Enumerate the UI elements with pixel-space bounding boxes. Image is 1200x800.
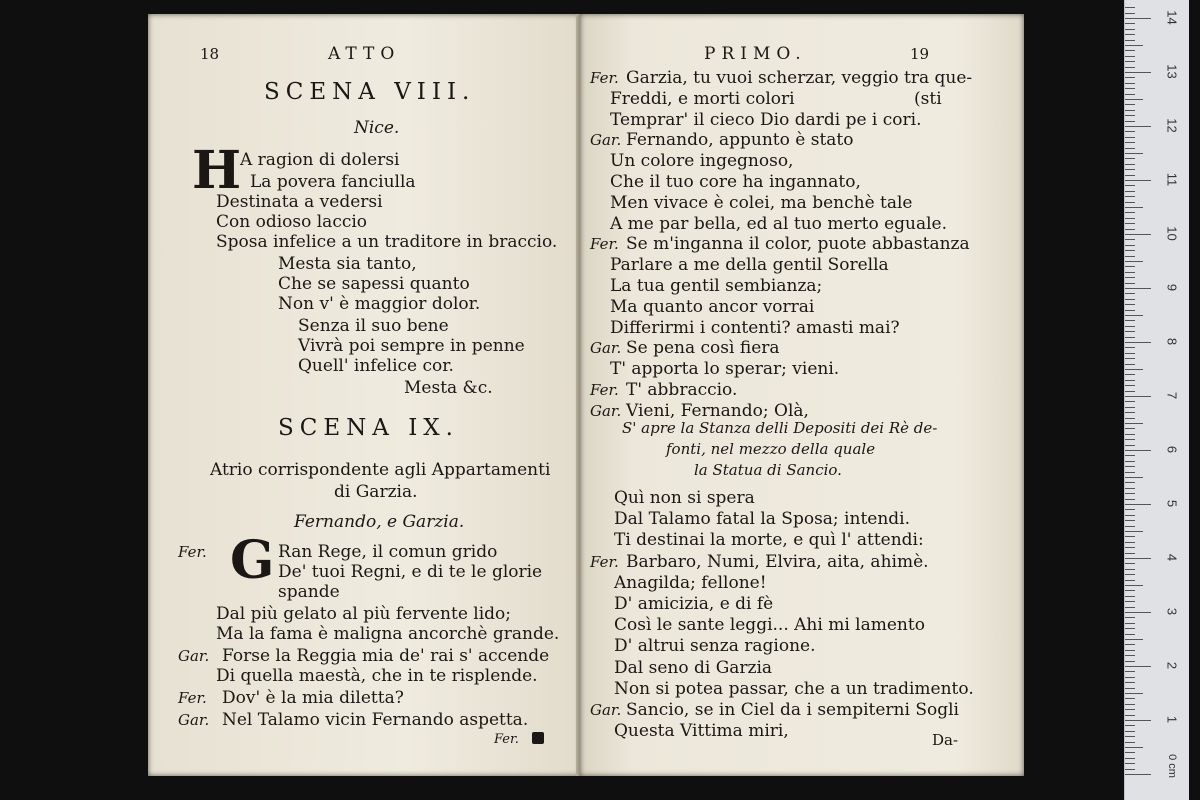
ruler-tick bbox=[1125, 607, 1135, 608]
verse-line: D' altrui senza ragione. bbox=[614, 636, 816, 657]
ruler-tick bbox=[1125, 310, 1135, 311]
ruler-tick bbox=[1125, 671, 1135, 672]
scene-ix-title: SCENA IX. bbox=[278, 415, 459, 441]
ruler-tick bbox=[1125, 131, 1135, 132]
verse-line: Ma la fama è maligna ancorchè grande. bbox=[216, 624, 560, 644]
ruler-tick bbox=[1125, 104, 1135, 105]
verse-line: Questa Vittima miri, bbox=[614, 721, 789, 742]
ruler-tick bbox=[1125, 380, 1135, 381]
verse-line: Dov' è la mia diletta? bbox=[222, 688, 404, 708]
stage-direction: S' apre la Stanza delli Depositi dei Rè de- bbox=[622, 419, 938, 437]
ruler-tick bbox=[1125, 617, 1135, 618]
ruler-tick bbox=[1125, 353, 1135, 354]
verse-line: Di quella maestà, che in te risplende. bbox=[216, 666, 538, 686]
ruler-tick bbox=[1125, 326, 1135, 327]
ruler-tick bbox=[1125, 650, 1135, 651]
ruler-tick bbox=[1125, 153, 1143, 154]
ruler-tick bbox=[1125, 7, 1135, 8]
verse-line: A me par bella, ed al tuo merto eguale. bbox=[610, 213, 948, 234]
verse-line: Sposa infelice a un traditore in braccio. bbox=[216, 232, 558, 252]
ruler-tick bbox=[1125, 634, 1135, 635]
ruler-tick bbox=[1125, 61, 1135, 62]
verse-line: Dal Talamo fatal la Sposa; intendi. bbox=[614, 509, 911, 530]
running-head-left: ATTO bbox=[328, 44, 401, 64]
speaker-label: Fer. bbox=[590, 235, 619, 254]
ruler-tick bbox=[1125, 477, 1143, 478]
drop-cap-h: H bbox=[192, 140, 242, 201]
ruler-tick bbox=[1125, 331, 1135, 332]
ruler-tick bbox=[1125, 29, 1135, 30]
open-book bbox=[148, 14, 1024, 776]
verse-line: Fernando, appunto è stato bbox=[626, 130, 854, 151]
ruler-tick bbox=[1125, 526, 1135, 527]
ruler-tick bbox=[1125, 18, 1151, 19]
ruler-tick bbox=[1125, 698, 1135, 699]
ruler-tick bbox=[1125, 434, 1135, 435]
printer-ornament bbox=[532, 732, 544, 744]
ruler-tick bbox=[1125, 299, 1135, 300]
verse-line: Che il tuo core ha ingannato, bbox=[610, 172, 861, 192]
ruler-tick bbox=[1125, 585, 1143, 586]
ruler-tick bbox=[1125, 72, 1151, 73]
ruler-tick bbox=[1125, 320, 1135, 321]
ruler-tick bbox=[1125, 482, 1135, 483]
verse-line: T' abbraccio. bbox=[626, 380, 738, 400]
page-number-left: 18 bbox=[200, 45, 220, 63]
ruler-tick bbox=[1125, 164, 1135, 165]
verse-line: La povera fanciulla bbox=[250, 172, 416, 192]
ruler-tick bbox=[1125, 504, 1151, 505]
ruler-tick bbox=[1125, 488, 1135, 489]
ruler-tick bbox=[1125, 83, 1135, 84]
ruler-tick bbox=[1125, 693, 1143, 694]
ruler-number: 14 bbox=[1164, 10, 1180, 25]
ruler-tick bbox=[1125, 742, 1135, 743]
drop-cap-g: G bbox=[230, 530, 275, 591]
scene-viii-title: SCENA VIII. bbox=[264, 79, 476, 105]
verse-line: Temprar' il cieco Dio dardi pe i cori. bbox=[610, 109, 922, 130]
verse-line: Quell' infelice cor. bbox=[298, 356, 454, 376]
ruler-tick bbox=[1125, 580, 1135, 581]
ruler-tick bbox=[1125, 202, 1135, 203]
ruler-tick bbox=[1125, 283, 1135, 284]
ruler-tick bbox=[1125, 563, 1135, 564]
ruler-tick bbox=[1125, 574, 1135, 575]
ruler-tick bbox=[1125, 639, 1143, 640]
ruler-tick bbox=[1125, 736, 1135, 737]
ruler-tick bbox=[1125, 520, 1135, 521]
scene-ix-characters: Fernando, e Garzia. bbox=[294, 512, 465, 532]
verse-line: D' amicizia, e di fè bbox=[614, 594, 774, 614]
ruler-tick bbox=[1125, 245, 1135, 246]
verse-line: Vivrà poi sempre in penne bbox=[298, 336, 525, 356]
speaker-label: Gar. bbox=[590, 401, 622, 420]
verse-line: Dal più gelato al più fervente lido; bbox=[216, 604, 512, 624]
ruler-tick bbox=[1125, 401, 1135, 402]
ruler-tick bbox=[1125, 77, 1135, 78]
ruler-tick bbox=[1125, 169, 1135, 170]
ruler-tick bbox=[1125, 423, 1143, 424]
ruler-tick bbox=[1125, 515, 1135, 516]
ruler-tick bbox=[1125, 720, 1151, 721]
ruler-number: 7 bbox=[1164, 391, 1180, 400]
ruler-tick bbox=[1125, 121, 1135, 122]
right-page bbox=[580, 14, 1024, 776]
ruler-tick bbox=[1125, 644, 1135, 645]
ruler-tick bbox=[1125, 628, 1135, 629]
ruler-tick bbox=[1125, 661, 1135, 662]
ruler-tick bbox=[1125, 229, 1135, 230]
ruler-tick bbox=[1125, 553, 1135, 554]
ruler-tick bbox=[1125, 185, 1135, 186]
ruler-tick bbox=[1125, 88, 1135, 89]
ruler-number: 3 bbox=[1164, 607, 1180, 616]
verse-line: Ran Rege, il comun grido bbox=[278, 542, 498, 562]
speaker-label: Fer. bbox=[590, 552, 619, 571]
ruler-tick bbox=[1125, 569, 1135, 570]
ruler-tick bbox=[1125, 623, 1135, 624]
ruler-tick bbox=[1125, 256, 1135, 257]
ruler-tick bbox=[1125, 94, 1135, 95]
ruler-tick bbox=[1125, 110, 1135, 111]
verse-line: Senza il suo bene bbox=[298, 316, 449, 336]
ruler-tick bbox=[1125, 774, 1151, 775]
verse-line: Men vivace è colei, ma benchè tale bbox=[610, 192, 913, 213]
ruler-number: 13 bbox=[1164, 64, 1180, 79]
ruler-number: 11 bbox=[1164, 172, 1180, 187]
verse-line: Se m'inganna il color, puote abbastanza bbox=[626, 234, 970, 255]
ruler-tick bbox=[1125, 218, 1135, 219]
ruler-tick bbox=[1125, 407, 1135, 408]
ruler-tick bbox=[1125, 374, 1135, 375]
ruler-tick bbox=[1125, 590, 1135, 591]
ruler-tick bbox=[1125, 142, 1135, 143]
ruler-tick bbox=[1125, 180, 1151, 181]
ruler-tick bbox=[1125, 277, 1135, 278]
ruler-tick bbox=[1125, 40, 1135, 41]
ruler-tick bbox=[1125, 266, 1135, 267]
ruler-tick bbox=[1125, 115, 1135, 116]
ruler-tick bbox=[1125, 677, 1135, 678]
ruler-tick bbox=[1125, 542, 1135, 543]
ruler-tick bbox=[1125, 13, 1135, 14]
ruler-tick bbox=[1125, 558, 1151, 559]
verse-line: T' apporta lo sperar; vieni. bbox=[610, 359, 840, 380]
ruler-tick bbox=[1125, 450, 1151, 451]
ruler-tick bbox=[1125, 196, 1135, 197]
ruler-tick bbox=[1125, 304, 1135, 305]
ruler-tick bbox=[1125, 725, 1135, 726]
verse-line: Parlare a me della gentil Sorella bbox=[610, 255, 889, 276]
verse-line: Dal seno di Garzia bbox=[614, 657, 773, 678]
ruler-number: 9 bbox=[1164, 283, 1180, 292]
ruler-tick bbox=[1125, 223, 1135, 224]
ruler-tick bbox=[1125, 499, 1135, 500]
verse-line: (sti bbox=[914, 88, 942, 109]
ruler-number: 1 bbox=[1164, 715, 1180, 724]
ruler-tick bbox=[1125, 191, 1135, 192]
ruler-tick bbox=[1125, 531, 1143, 532]
ruler-tick bbox=[1125, 207, 1143, 208]
ruler-tick bbox=[1125, 715, 1135, 716]
ruler-number: 2 bbox=[1164, 661, 1180, 670]
ruler-tick bbox=[1125, 418, 1135, 419]
ruler-tick bbox=[1125, 466, 1135, 467]
ruler-tick bbox=[1125, 364, 1135, 365]
verse-line: Mesta sia tanto, bbox=[278, 254, 417, 274]
ruler-tick bbox=[1125, 396, 1151, 397]
speaker-label: Fer. bbox=[590, 69, 619, 87]
verse-line: Con odioso laccio bbox=[216, 212, 368, 232]
verse-line: Se pena così fiera bbox=[626, 338, 780, 359]
ruler-tick bbox=[1125, 428, 1135, 429]
ruler-number: 4 bbox=[1164, 553, 1180, 562]
ruler-tick bbox=[1125, 67, 1135, 68]
ruler-tick bbox=[1125, 272, 1135, 273]
ruler-tick bbox=[1125, 137, 1135, 138]
verse-line: Garzia, tu vuoi scherzar, veggio tra que- bbox=[626, 68, 973, 88]
speaker-gar: Gar. bbox=[178, 647, 210, 665]
ruler-tick bbox=[1125, 769, 1135, 770]
stage-direction: la Statua di Sancio. bbox=[694, 461, 842, 479]
scene-ix-setting: di Garzia. bbox=[334, 482, 418, 502]
ruler-tick bbox=[1125, 509, 1135, 510]
ruler-tick bbox=[1125, 536, 1135, 537]
verse-line: Mesta &c. bbox=[404, 378, 493, 398]
verse-line: Non v' è maggior dolor. bbox=[278, 294, 481, 314]
ruler-tick bbox=[1125, 45, 1143, 46]
scene-viii-speaker: Nice. bbox=[354, 118, 400, 138]
ruler-tick bbox=[1125, 175, 1135, 176]
ruler-tick bbox=[1125, 347, 1135, 348]
ruler-tick bbox=[1125, 391, 1135, 392]
ruler-tick bbox=[1125, 763, 1135, 764]
ruler-tick bbox=[1125, 682, 1135, 683]
verse-line: Differirmi i contenti? amasti mai? bbox=[610, 317, 900, 338]
ruler-tick bbox=[1125, 493, 1135, 494]
speaker-gar: Gar. bbox=[178, 711, 210, 729]
ruler-number: 10 bbox=[1164, 226, 1180, 241]
speaker-label: Gar. bbox=[590, 701, 622, 719]
verse-line: Sancio, se in Ciel da i sempiterni Sogli bbox=[626, 700, 959, 720]
ruler-tick bbox=[1125, 50, 1135, 51]
ruler-tick bbox=[1125, 472, 1135, 473]
ruler-tick bbox=[1125, 23, 1135, 24]
verse-line: Quì non si spera bbox=[614, 488, 755, 508]
stage-direction: fonti, nel mezzo della quale bbox=[666, 440, 876, 458]
ruler-tick bbox=[1125, 612, 1151, 613]
verse-line: Un colore ingegnoso, bbox=[610, 151, 794, 172]
ruler-tick bbox=[1125, 747, 1143, 748]
ruler-tick bbox=[1125, 666, 1151, 667]
catchword-left: Fer. bbox=[494, 732, 519, 747]
verse-line: Nel Talamo vicin Fernando aspetta. bbox=[222, 710, 529, 730]
page-number-right: 19 bbox=[910, 45, 930, 63]
ruler-tick bbox=[1125, 369, 1143, 370]
ruler-number: 8 bbox=[1164, 337, 1180, 346]
ruler-tick bbox=[1125, 688, 1135, 689]
ruler-unit-label: 0 cm bbox=[1166, 754, 1178, 778]
verse-line: A ragion di dolersi bbox=[240, 150, 400, 170]
ruler-number: 6 bbox=[1164, 445, 1180, 454]
ruler-tick bbox=[1125, 212, 1135, 213]
verse-line: Barbaro, Numi, Elvira, aita, ahimè. bbox=[626, 551, 929, 572]
verse-line: spande bbox=[278, 582, 340, 602]
ruler-tick bbox=[1125, 461, 1135, 462]
ruler-tick bbox=[1125, 731, 1135, 732]
ruler-tick bbox=[1125, 342, 1151, 343]
ruler-tick bbox=[1125, 261, 1143, 262]
ruler-tick bbox=[1125, 547, 1135, 548]
ruler-tick bbox=[1125, 704, 1135, 705]
ruler-number: 12 bbox=[1164, 118, 1180, 133]
verse-line: Così le sante leggi... Ahi mi lamento bbox=[614, 615, 925, 636]
verse-line: Vieni, Fernando; Olà, bbox=[626, 400, 809, 421]
ruler-tick bbox=[1125, 385, 1135, 386]
ruler-tick bbox=[1125, 126, 1151, 127]
verse-line: Anagilda; fellone! bbox=[614, 572, 767, 593]
ruler-tick bbox=[1125, 234, 1151, 235]
ruler-tick bbox=[1125, 601, 1135, 602]
catchword-right: Da- bbox=[932, 731, 959, 749]
speaker-fer: Fer. bbox=[178, 543, 207, 561]
verse-line: Ti destinai la morte, e quì l' attendi: bbox=[614, 530, 924, 551]
ruler-tick bbox=[1125, 596, 1135, 597]
ruler-tick bbox=[1125, 250, 1135, 251]
speaker-label: Gar. bbox=[590, 339, 622, 358]
ruler-tick bbox=[1125, 337, 1135, 338]
ruler-tick bbox=[1125, 709, 1135, 710]
verse-line: De' tuoi Regni, e di te le glorie bbox=[278, 562, 543, 582]
left-page bbox=[148, 14, 580, 776]
ruler-tick bbox=[1125, 439, 1135, 440]
speaker-fer: Fer. bbox=[178, 689, 207, 707]
verse-line: Che se sapessi quanto bbox=[278, 274, 470, 294]
ruler-number: 5 bbox=[1164, 499, 1180, 508]
ruler-tick bbox=[1125, 758, 1135, 759]
ruler-tick bbox=[1125, 99, 1143, 100]
running-head-right: PRIMO. bbox=[704, 44, 807, 64]
ruler-tick bbox=[1125, 455, 1135, 456]
scene-ix-setting: Atrio corrispondente agli Appartamenti bbox=[210, 460, 551, 480]
verse-line: Non si potea passar, che a un tradimento. bbox=[614, 678, 974, 699]
ruler-tick bbox=[1125, 56, 1135, 57]
ruler-tick bbox=[1125, 655, 1135, 656]
ruler-tick bbox=[1125, 34, 1135, 35]
ruler-tick bbox=[1125, 358, 1135, 359]
ruler-tick bbox=[1125, 148, 1135, 149]
ruler-tick bbox=[1125, 445, 1135, 446]
speaker-label: Gar. bbox=[590, 131, 622, 150]
ruler-tick bbox=[1125, 412, 1135, 413]
measurement-ruler bbox=[1124, 0, 1189, 800]
verse-line: Ma quanto ancor vorrai bbox=[610, 296, 815, 317]
ruler-tick bbox=[1125, 293, 1135, 294]
ruler-tick bbox=[1125, 752, 1135, 753]
ruler-tick bbox=[1125, 288, 1151, 289]
speaker-label: Fer. bbox=[590, 381, 619, 399]
verse-line: Forse la Reggia mia de' rai s' accende bbox=[222, 646, 550, 666]
ruler-tick bbox=[1125, 239, 1135, 240]
ruler-tick bbox=[1125, 158, 1135, 159]
verse-line: Destinata a vedersi bbox=[216, 192, 383, 212]
verse-line: Freddi, e morti colori bbox=[610, 88, 795, 109]
ruler-tick bbox=[1125, 315, 1143, 316]
verse-line: La tua gentil sembianza; bbox=[610, 276, 823, 296]
